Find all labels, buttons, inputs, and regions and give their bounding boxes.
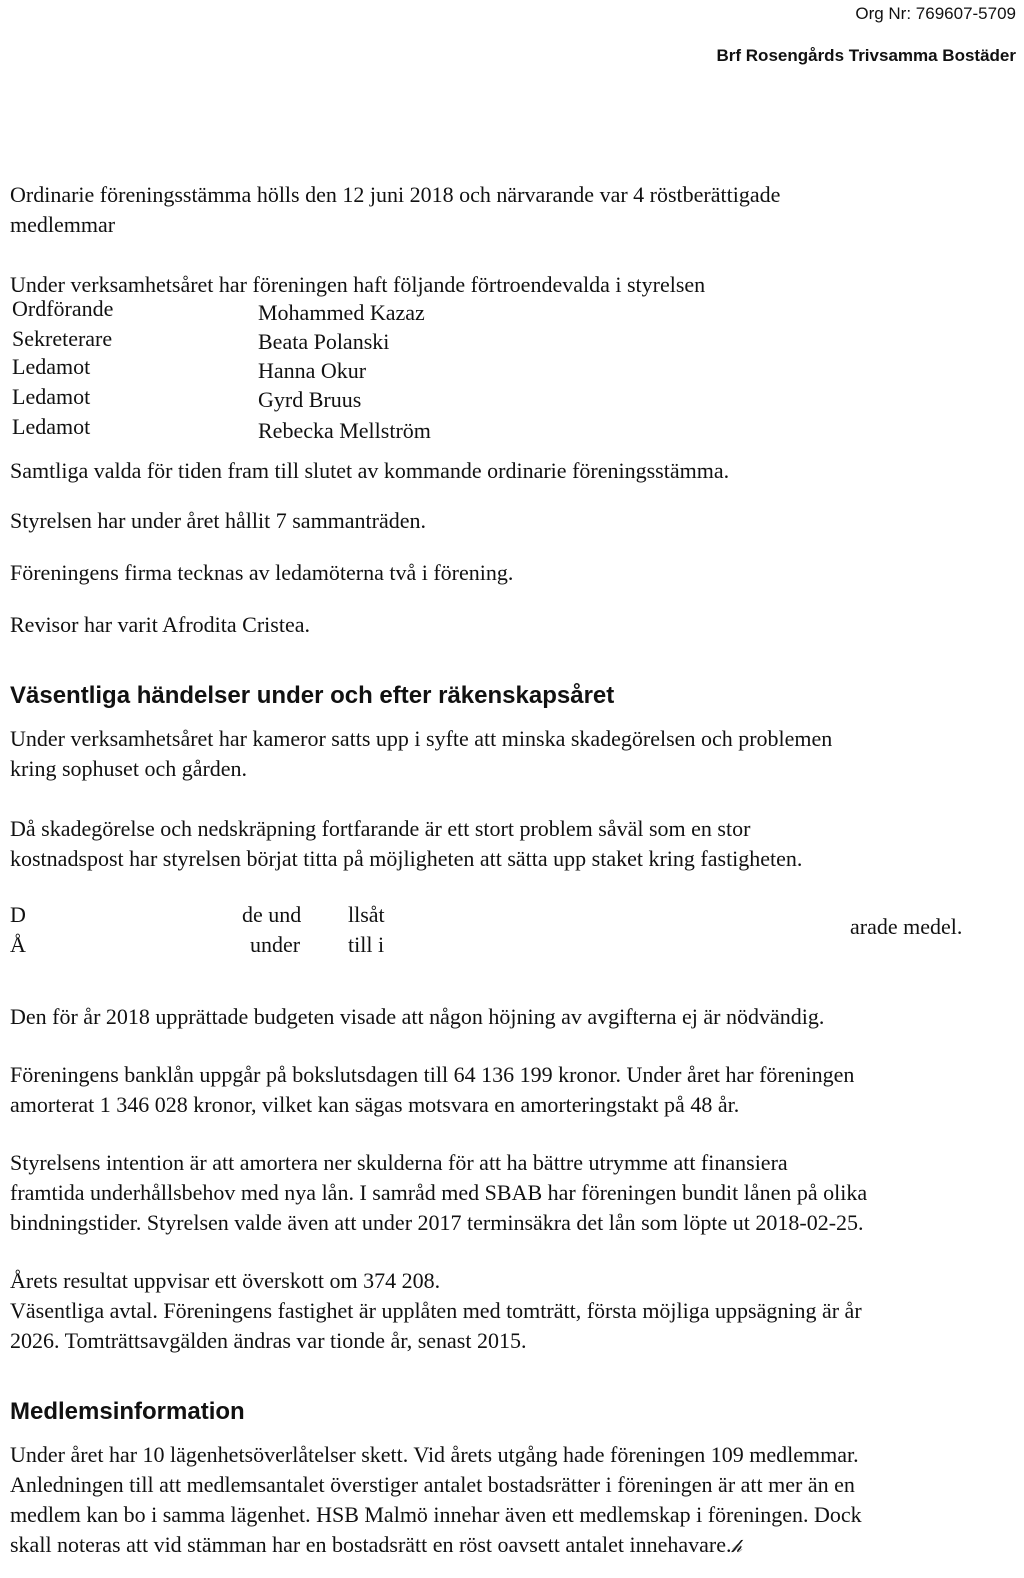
text-line: medlem kan bo i samma lägenhet. HSB Malmö innehar även ett medlemskap i föreningen. Dock: [10, 1502, 862, 1527]
result-paragraph: [10, 1266, 1018, 1356]
board-member-name: Beata Polanski: [258, 329, 390, 354]
section-heading-members: Medlemsinformation: [10, 1398, 245, 1425]
text-line: Väsentliga avtal. Föreningens fastighet är upplåten med tomträtt, första möjliga uppsägning är år: [10, 1298, 862, 1323]
association-name: Brf Rosengårds Trivsamma Bostäder: [716, 46, 1016, 65]
text-line: medlemmar: [10, 212, 116, 237]
text-fragment: under: [250, 932, 301, 957]
text-line: Då skadegörelse och nedskräpning fortfarande är ett stort problem såväl som en stor: [10, 816, 751, 841]
section-heading-events: Väsentliga händelser under och efter räkenskapsåret: [10, 682, 615, 709]
board-role: Ledamot: [12, 384, 91, 409]
auditor-statement: Revisor har varit Afrodita Cristea.: [10, 612, 310, 637]
board-member-name: Rebecka Mellström: [258, 418, 431, 443]
loan-paragraph: [10, 1060, 1018, 1120]
text-line: Under verksamhetsåret har kameror satts upp i syfte att minska skadegörelsen och problemen: [10, 726, 833, 751]
text-fragment: D: [10, 902, 26, 927]
text-fragment: llsåt: [348, 902, 385, 927]
board-role: Ledamot: [12, 414, 91, 439]
board-role: Ordförande: [12, 296, 114, 321]
org-number: Org Nr: 769607-5709: [855, 4, 1016, 23]
board-member-name: Gyrd Bruus: [258, 387, 362, 412]
text-line-content: skall noteras att vid stämman har en bostadsrätt en röst oavsett antalet innehavare.: [10, 1532, 732, 1557]
board-member-name: Mohammed Kazaz: [258, 300, 425, 325]
board-role: Ledamot: [12, 354, 91, 379]
text-line: Föreningens banklån uppgår på bokslutsdagen till 64 136 199 kronor. Under året har föreningen: [10, 1062, 855, 1087]
board-intro: Under verksamhetsåret har föreningen haft följande förtroendevalda i styrelsen: [10, 272, 706, 297]
text-line: Årets resultat uppvisar ett överskott om 374 208.: [10, 1268, 441, 1293]
handwritten-initials: 𝒽: [731, 1536, 742, 1557]
members-paragraph: [10, 1440, 1018, 1562]
text-fragment: de und: [242, 902, 302, 927]
text-line: Ordinarie föreningsstämma hölls den 12 juni 2018 och närvarande var 4 röstberättigade: [10, 182, 781, 207]
board-role: Sekreterare: [12, 326, 113, 351]
text-line: Under året har 10 lägenhetsöverlåtelser skett. Vid årets utgång hade föreningen 109 medlemmar.: [10, 1442, 859, 1467]
meeting-paragraph: [10, 180, 1018, 240]
term-statement: Samtliga valda för tiden fram till slutet av kommande ordinarie föreningsstämma.: [10, 458, 730, 483]
amortization-paragraph: [10, 1148, 1018, 1238]
text-line: 2026. Tomträttsavgälden ändras var tionde år, senast 2015.: [10, 1328, 527, 1353]
text-line: framtida underhållsbehov med nya lån. I samråd med SBAB har föreningen bundit lånen på olika: [10, 1180, 868, 1205]
text-line: Anledningen till att medlemsantalet överstiger antalet bostadsrätter i föreningen är att mer än en: [10, 1472, 855, 1497]
text-line: kring sophuset och gården.: [10, 756, 248, 781]
text-fragment: till i: [348, 932, 385, 957]
text-line: bindningstider. Styrelsen valde även att under 2017 terminsäkra det lån som löpte ut 2018-02-25.: [10, 1210, 864, 1235]
signatory-statement: Föreningens firma tecknas av ledamöterna två i förening.: [10, 560, 514, 585]
text-line: kostnadspost har styrelsen börjat titta på möjligheten att sätta upp staket kring fastigheten.: [10, 846, 803, 871]
text-line: Styrelsens intention är att amortera ner skulderna för att ha bättre utrymme att finansiera: [10, 1150, 788, 1175]
meetings-statement: Styrelsen har under året hållit 7 sammanträden.: [10, 508, 427, 533]
budget-paragraph: Den för år 2018 upprättade budgeten visade att någon höjning av avgifterna ej är nödvändig.: [10, 1004, 825, 1029]
fence-paragraph: [10, 814, 1018, 874]
text-fragment: arade medel.: [850, 914, 963, 939]
text-line: amorterat 1 346 028 kronor, vilket kan sägas motsvara en amorteringstakt på 48 år.: [10, 1092, 740, 1117]
board-member-name: Hanna Okur: [258, 358, 367, 383]
text-line: [10, 1530, 1018, 1562]
text-fragment: Å: [10, 932, 26, 957]
cameras-paragraph: [10, 724, 1018, 784]
